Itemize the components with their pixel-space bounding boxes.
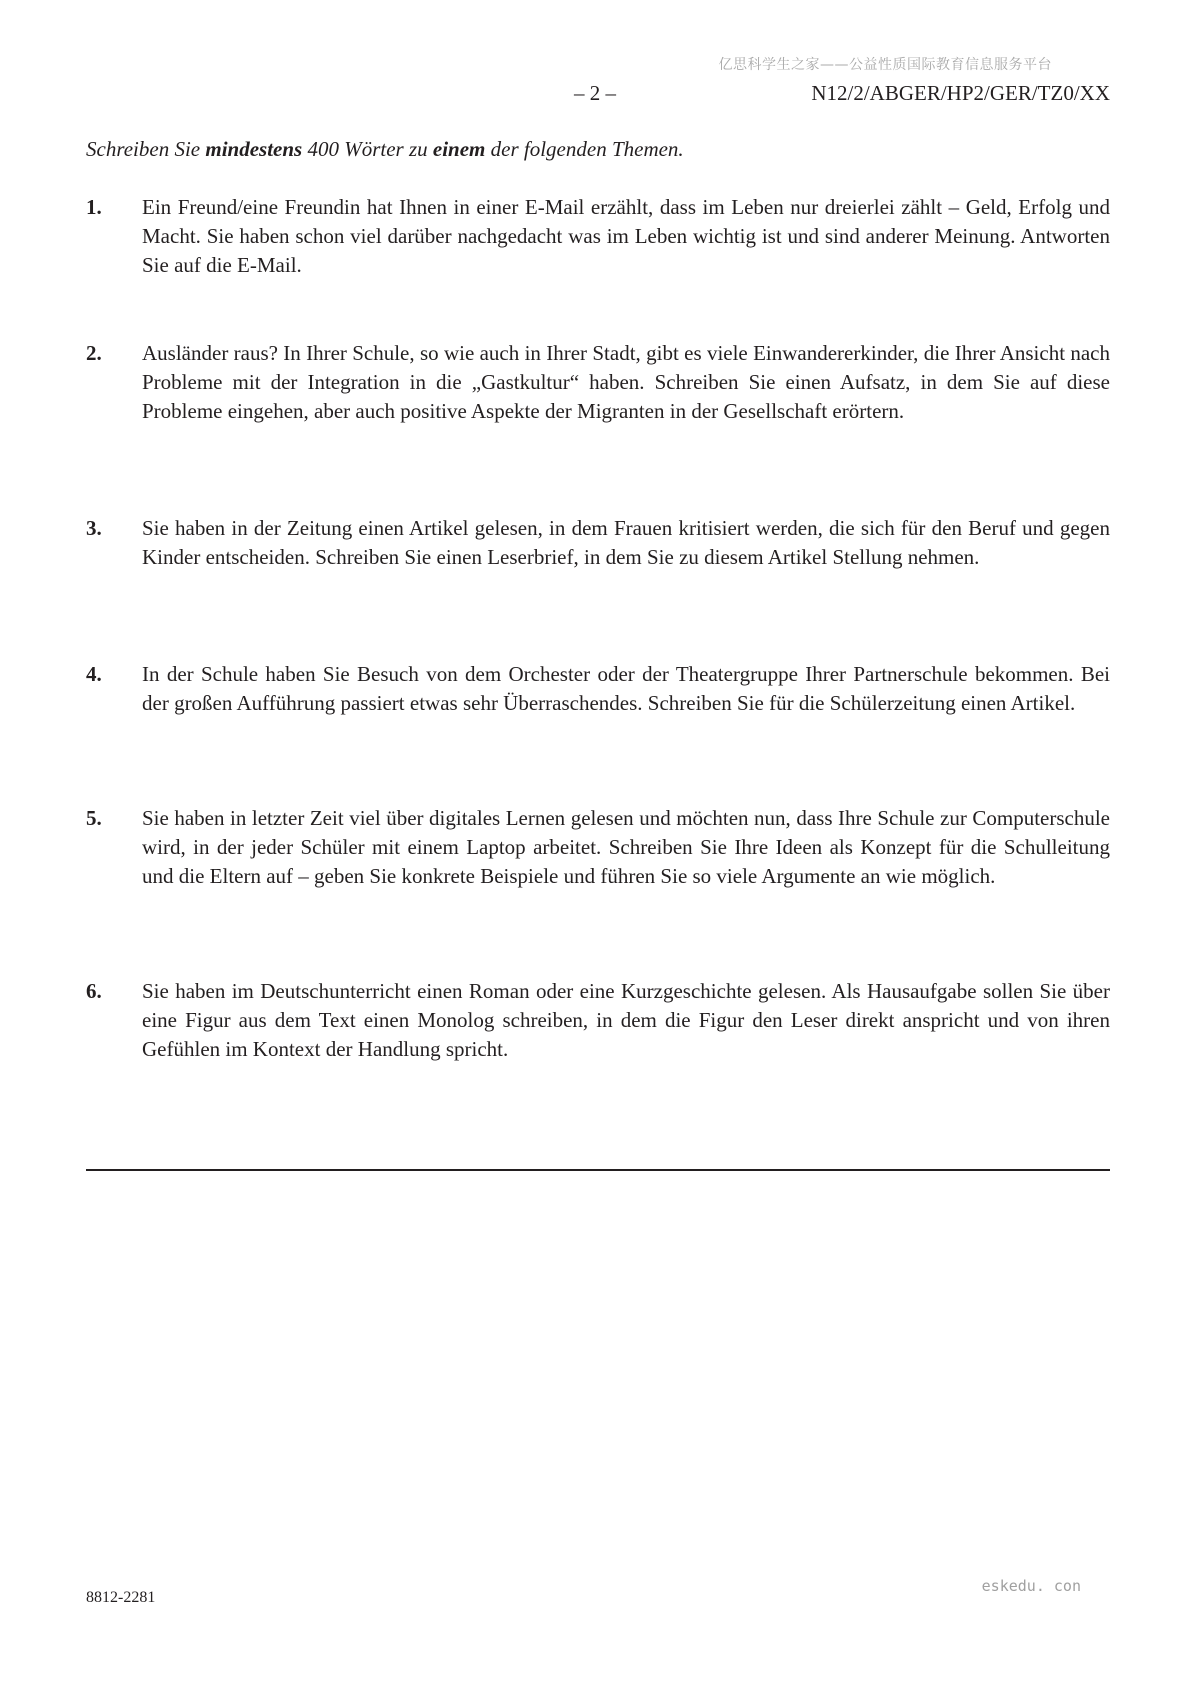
instruction-text: der folgenden Themen. (485, 137, 684, 161)
instruction-emphasis: mindestens (205, 137, 303, 161)
document-code: N12/2/ABGER/HP2/GER/TZ0/XX (811, 81, 1110, 105)
topic-text: Sie haben in der Zeitung einen Artikel gelesen, in dem Frauen kritisiert werden, die sich für den Beruf und gegen Kinder entscheiden. Schreiben Sie einen Leserbrief, in dem Sie zu diesem Artikel Stellung nehmen. (142, 516, 1110, 569)
instruction-text: 400 Wörter zu (302, 137, 433, 161)
watermark-header: 亿思科学生之家——公益性质国际教育信息服务平台 (718, 57, 1052, 73)
topic-number: 6. (86, 979, 102, 1003)
end-divider (86, 1169, 1110, 1171)
paper-code: 8812-2281 (86, 1589, 156, 1606)
topic-text: In der Schule haben Sie Besuch von dem Orchester oder der Theatergruppe Ihrer Partnerschule bekommen. Bei der großen Aufführung passiert etwas sehr Überraschendes. Schreiben Sie für die Schülerzeitung einen Artikel. (142, 662, 1110, 715)
watermark-footer: eskedu. con (981, 1577, 1081, 1595)
topic-number: 4. (86, 662, 102, 686)
topic-number: 3. (86, 516, 102, 540)
instruction-line (86, 137, 684, 162)
instruction-emphasis: einem (432, 137, 486, 161)
topic-number: 5. (86, 806, 102, 830)
topic-item (86, 193, 1110, 280)
page-number: – 2 – (574, 81, 616, 105)
topic-item (86, 977, 1110, 1064)
topic-text: Sie haben in letzter Zeit viel über digitales Lernen gelesen und möchten nun, dass Ihre Schule zur Computerschule wird, in der jeder Schüler mit einem Laptop arbeitet. Schreiben Sie Ihre Ideen als Konzept für die Schulleitung und die Eltern auf – geben Sie konkrete Beispiele und führen Sie so viele Argumente an wie möglich. (142, 806, 1110, 888)
topic-item (86, 514, 1110, 572)
topic-item (86, 804, 1110, 891)
topic-text: Sie haben im Deutschunterricht einen Roman oder eine Kurzgeschichte gelesen. Als Hausaufgabe sollen Sie über eine Figur aus dem Text einen Monolog schreiben, in dem die Figur den Leser direkt anspricht und von ihren Gefühlen im Kontext der Handlung spricht. (142, 979, 1110, 1061)
topic-number: 1. (86, 195, 102, 219)
topic-text: Ein Freund/eine Freundin hat Ihnen in einer E-Mail erzählt, dass im Leben nur dreierlei zählt – Geld, Erfolg und Macht. Sie haben schon viel darüber nachgedacht was im Leben wichtig ist und sind anderer Meinung. Antworten Sie auf die E-Mail. (142, 195, 1110, 277)
topic-item (86, 660, 1110, 718)
instruction-text: Schreiben Sie (86, 137, 206, 161)
topic-item (86, 339, 1110, 426)
topic-number: 2. (86, 341, 102, 365)
topic-text: Ausländer raus? In Ihrer Schule, so wie auch in Ihrer Stadt, gibt es viele Einwandererkinder, die Ihrer Ansicht nach Probleme mit der Integration in die „Gastkultur“ haben. Schreiben Sie einen Aufsatz, in dem Sie auf diese Probleme eingehen, aber auch positive Aspekte der Migranten in der Gesellschaft erörtern. (142, 341, 1110, 423)
